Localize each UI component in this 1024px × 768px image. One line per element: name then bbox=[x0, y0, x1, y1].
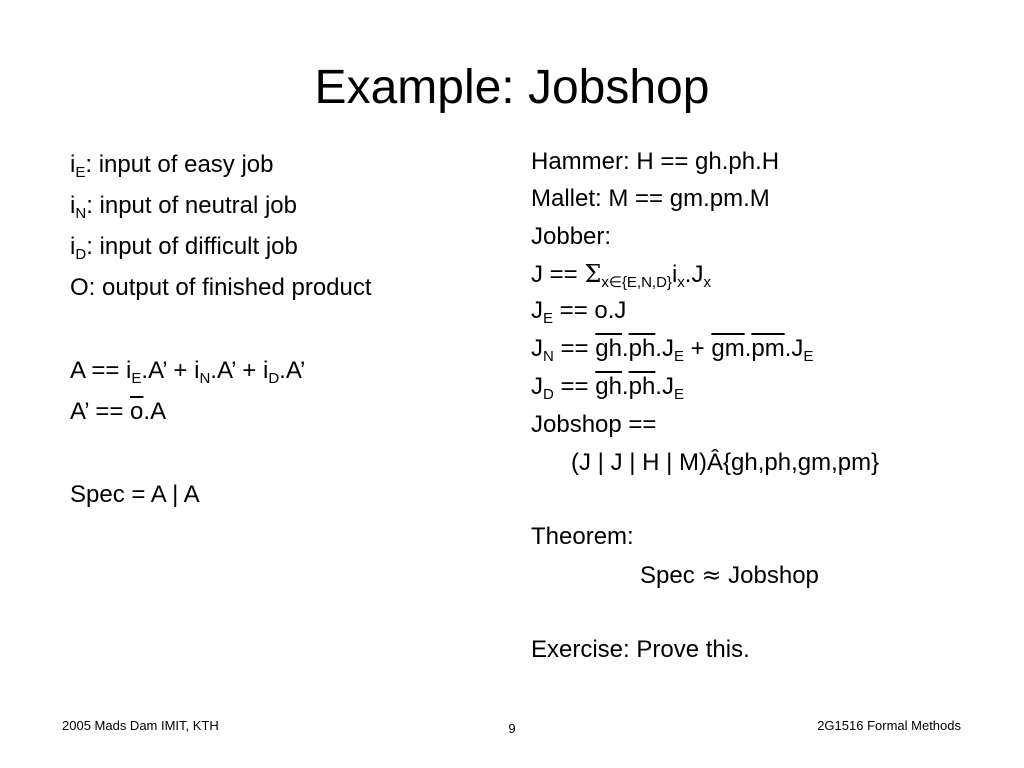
def-iD: $i_D$: input of difficult job bbox=[70, 233, 298, 263]
def-A: $A == i_E.A$’ + $i_N.A$’ + $i_D.A$’ bbox=[70, 357, 306, 387]
def-J: $J == \Sigma_{x\in\{E,N,D\}}i_x.J_x$ bbox=[531, 260, 711, 291]
theorem-statement: Spec ≈ Jobshop bbox=[640, 561, 819, 589]
theorem-heading: Theorem: bbox=[531, 523, 634, 550]
def-A-prime: A’ == $\overline{o}.A$ bbox=[70, 398, 167, 425]
def-jobshop: Jobshop == bbox=[531, 411, 657, 438]
def-output: O: output of finished product bbox=[70, 274, 372, 301]
def-JN: $J_N == \overline{gh}.\overline{ph}.J_E + \overline{gm}.\overline{pm}.J_E$ bbox=[531, 335, 814, 365]
def-iN: $i_N$: input of neutral job bbox=[70, 192, 297, 222]
def-JE: $J_E == o.J$ bbox=[531, 297, 627, 327]
footer-left: 2005 Mads Dam IMIT, KTH bbox=[62, 718, 219, 733]
jobber-heading: Jobber: bbox=[531, 223, 612, 250]
footer-right: 2G1516 Formal Methods bbox=[817, 718, 961, 733]
right-column bbox=[531, 0, 1001, 768]
page-number: 9 bbox=[508, 721, 516, 736]
def-JD: $J_D == \overline{gh}.\overline{ph}.J_E$ bbox=[531, 373, 684, 403]
def-mallet: Mallet: M == gm.pm.M bbox=[531, 185, 770, 212]
def-iE: $i_E$: input of easy job bbox=[70, 151, 274, 181]
jobshop-body: (J | J | H | M)Â{gh,ph,gm,pm} bbox=[571, 449, 880, 476]
def-hammer: Hammer: H == gh.ph.H bbox=[531, 148, 780, 175]
sigma-symbol: Σ bbox=[584, 260, 602, 288]
left-column bbox=[70, 0, 510, 768]
approx-symbol: ≈ bbox=[701, 561, 722, 589]
exercise-text: Exercise: Prove this. bbox=[531, 636, 750, 663]
slide-title: Example: Jobshop bbox=[314, 61, 710, 114]
def-spec: Spec = A | A bbox=[70, 481, 200, 508]
